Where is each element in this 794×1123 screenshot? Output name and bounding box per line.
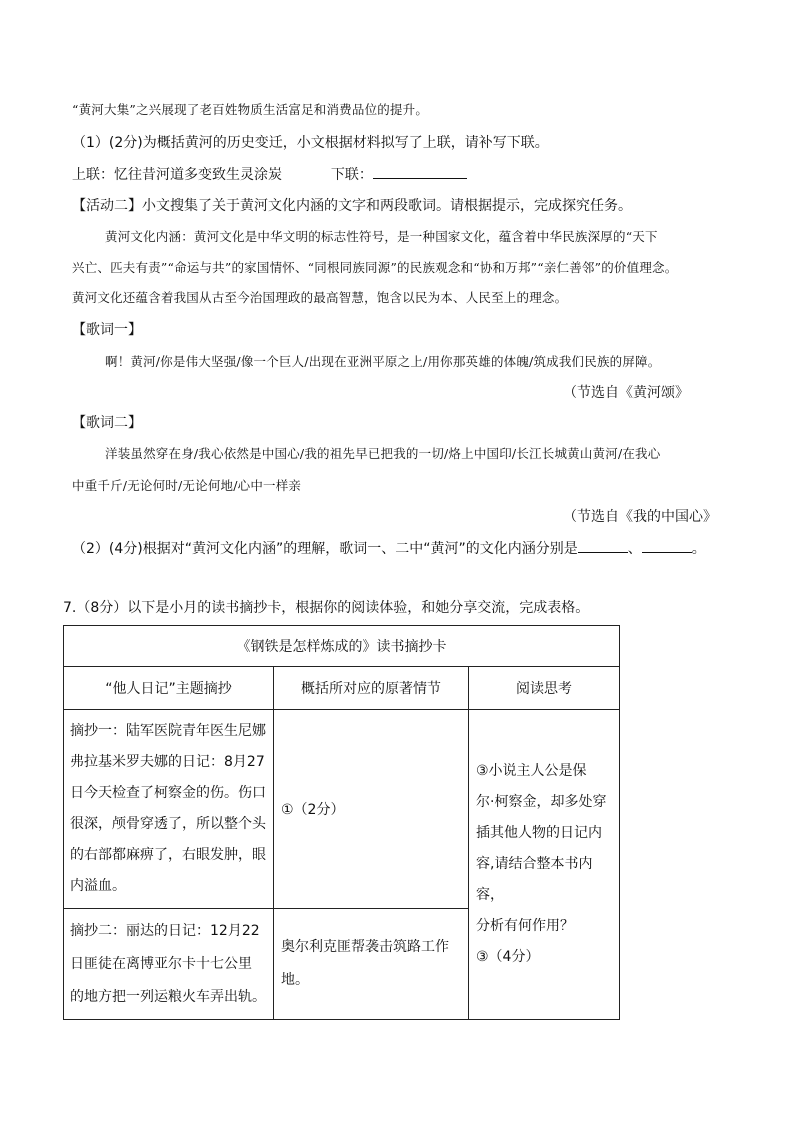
excerpt-1-line: 的右部都麻痹了，右眼发肿，眼	[70, 847, 266, 863]
activity-2-tag: 【活动二】	[72, 198, 142, 214]
excerpt-1-line: 日今天检查了柯察金的伤。伤口	[70, 785, 266, 801]
question-2-end: 。	[691, 541, 706, 557]
lyrics-1-source: （节选自《黄河颂》	[563, 385, 689, 401]
excerpt-2-cell	[64, 909, 274, 1020]
header-plot: 概括所对应的原著情节	[274, 667, 469, 710]
lower-couplet-label: 下联：	[330, 167, 373, 183]
excerpt-2-line: 摘抄二：丽达的日记：12月22	[70, 922, 260, 939]
lyrics-2-line-2: 中重千斤/无论何时/无论何地/心中一样亲	[72, 478, 302, 493]
thinking-line: 容,请结合整本书内容，	[476, 856, 593, 903]
answer-blank-2[interactable]	[642, 538, 692, 553]
plot-1-answer[interactable]: ①（2分）	[274, 710, 469, 909]
answer-blank-1[interactable]	[578, 538, 628, 553]
lyrics-2-source: （节选自《我的中国心》	[563, 509, 717, 525]
thinking-line: 插其他人物的日记内	[476, 825, 602, 841]
excerpt-1-line: 弗拉基米罗夫娜的日记：8月27	[70, 754, 265, 770]
question-7: 7.（8分）以下是小月的读书摘抄卡，根据你的阅读体验，和她分享交流，完成表格。	[63, 600, 590, 616]
lyrics-1-tag: 【歌词一】	[72, 322, 142, 338]
excerpt-2-line: 的地方把一列运粮火车弄出轨。	[70, 988, 266, 1005]
card-title: 《钢铁是怎样炼成的》读书摘抄卡	[64, 626, 620, 667]
culture-line-1: 黄河文化内涵：黄河文化是中华文明的标志性符号，是一种国家文化，蕴含着中华民族深厚的“天下	[105, 229, 658, 244]
lyrics-1-text: 啊！黄河/你是伟大坚强/像一个巨人/出现在亚洲平原之上/用你那英雄的体魄/筑成我们民族的屏障。	[105, 354, 661, 369]
thinking-line: ③（4分）	[476, 949, 540, 965]
thinking-line: 分析有何作用？	[476, 918, 574, 934]
excerpt-1-line: 很深，颅骨穿透了，所以整个头	[70, 816, 266, 832]
plot-2-cell	[274, 909, 469, 1020]
thinking-line: ③小说主人公是保	[476, 763, 587, 779]
header-thinking: 阅读思考	[469, 667, 620, 710]
lower-couplet-blank[interactable]	[373, 164, 467, 179]
plot-2-line: 地。	[281, 972, 309, 988]
question-2-text: （2）(4分)根据对“黄河文化内涵”的理解，歌词一、二中“黄河”的文化内涵分别是	[72, 541, 578, 557]
question-2	[72, 538, 706, 559]
thinking-line: 尔·柯察金，却多处穿	[476, 794, 607, 810]
question-1: （1）(2分)为概括黄河的历史变迁，小文根据材料拟写了上联，请补写下联。	[72, 135, 549, 151]
lyrics-2-tag: 【歌词二】	[72, 415, 142, 431]
plot-2-line: 奥尔利克匪帮袭击筑路工作	[281, 939, 449, 955]
thinking-cell[interactable]	[469, 710, 620, 1020]
excerpt-2-line: 日匪徒在离博亚尔卡十七公里	[70, 955, 252, 972]
culture-line-3: 黄河文化还蕴含着我国从古至今治国理政的最高智慧，饱含以民为本、人民至上的理念。	[72, 290, 568, 305]
lyrics-2-line-1: 洋装虽然穿在身/我心依然是中国心/我的祖先早已把我的一切/烙上中国印/长江长城黄山黄河/在我心	[105, 446, 661, 461]
culture-line-2: 兴亡、匹夫有责”“命运与共”的家国情怀、“同根同族同源”的民族观念和“协和万邦”“亲仁善邻”的价值理念。	[72, 260, 678, 275]
reading-card-table	[63, 625, 620, 1020]
intro-line: “黄河大集”之兴展现了老百姓物质生活富足和消费品位的提升。	[72, 102, 429, 117]
activity-2	[72, 196, 632, 216]
excerpt-1-line: 摘抄一：陆军医院青年医生尼娜	[70, 723, 266, 739]
activity-2-text: 小文搜集了关于黄河文化内涵的文字和两段歌词。请根据提示，完成探究任务。	[142, 198, 632, 214]
header-excerpt: “他人日记”主题摘抄	[64, 667, 274, 710]
excerpt-1-line: 内溢血。	[70, 878, 126, 894]
question-2-separator: 、	[627, 541, 642, 557]
excerpt-1-cell	[64, 710, 274, 909]
upper-couplet: 上联：忆往昔河道多变致生灵涂炭	[72, 167, 282, 183]
couplet-row	[72, 164, 467, 185]
